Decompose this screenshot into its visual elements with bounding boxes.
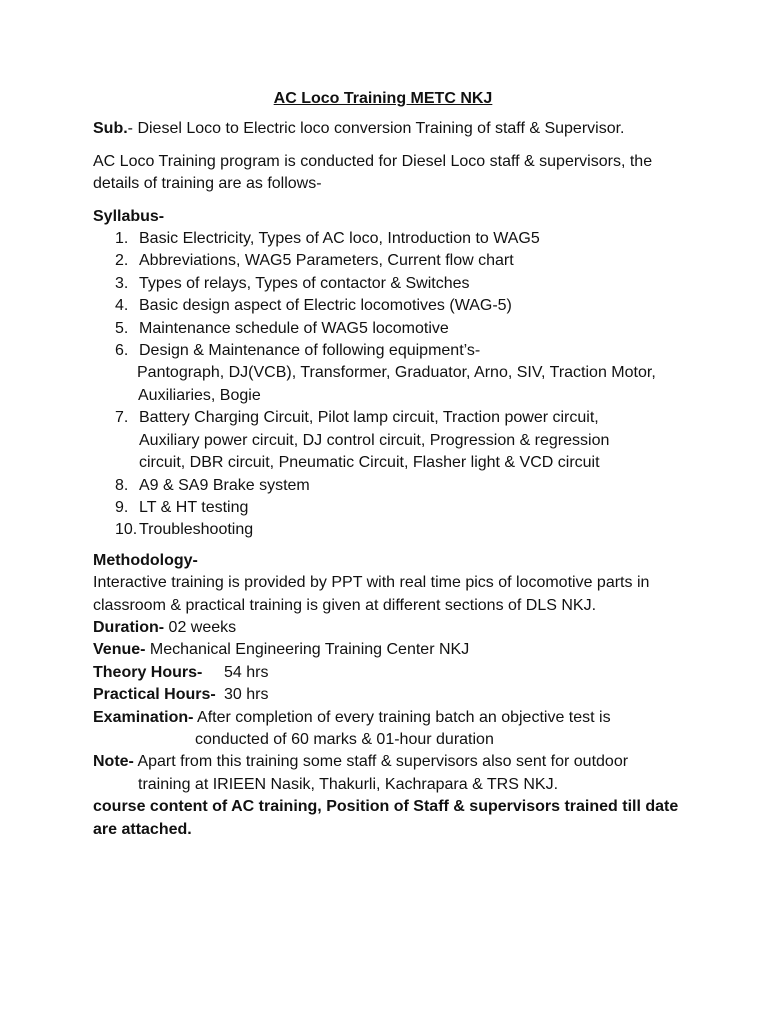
syllabus-item [93,250,693,272]
syllabus-item-text: Basic Electricity, Types of AC loco, Introduction to WAG5 [139,230,540,248]
syllabus-item-number: 1. [115,230,129,248]
note-text-line2: training at IRIEEN Nasik, Thakurli, Kachrapara & TRS NKJ. [138,775,559,793]
syllabus-item [93,497,693,519]
subject-label: Sub. [93,120,128,138]
syllabus-item-text: Maintenance schedule of WAG5 locomotive [139,319,449,337]
document-title: AC Loco Training METC NKJ [273,90,493,107]
syllabus-item-text: Auxiliary power circuit, DJ control circuit, Progression & regression [139,431,610,449]
subject-text: - Diesel Loco to Electric loco conversion Training of staff & Supervisor. [127,120,625,138]
syllabus-item-text: Abbreviations, WAG5 Parameters, Current flow chart [139,252,514,270]
venue-label: Venue- [93,641,146,659]
document-body [93,88,693,841]
venue-line [93,639,693,661]
practical-hours-label: Practical Hours- [93,686,216,704]
syllabus-item-number: 7. [115,409,129,427]
theory-hours-value: 54 hrs [224,663,269,681]
examination-text-line2: conducted of 60 marks & 01-hour duration [195,730,494,748]
syllabus-item-text: Auxiliaries, Bogie [138,386,261,404]
syllabus-item [93,318,693,340]
syllabus-item-number: 4. [115,297,129,315]
syllabus-item-text: Types of relays, Types of contactor & Switches [139,274,470,292]
syllabus-heading: Syllabus- [93,207,165,225]
syllabus-item [93,340,693,407]
syllabus-item-text: Troubleshooting [139,521,254,539]
venue-value: Mechanical Engineering Training Center NKJ [145,641,470,659]
syllabus-item-text: Design & Maintenance of following equipment’s- [139,342,481,360]
syllabus-item [93,295,693,317]
theory-hours-label: Theory Hours- [93,663,203,681]
syllabus-item-number: 9. [115,498,129,516]
methodology-text: Interactive training is provided by PPT with real time pics of locomotive parts in classroom & practical training is given at different sections of DLS NKJ. [93,574,650,614]
theory-hours-line [93,662,693,684]
syllabus-item-text: Basic design aspect of Electric locomotives (WAG-5) [139,297,512,315]
syllabus-item-number: 3. [115,274,129,292]
duration-line [93,617,693,639]
examination-line [93,707,693,729]
syllabus-item [93,228,693,250]
syllabus-item [93,407,693,474]
syllabus-item-number: 2. [115,252,129,270]
duration-label: Duration- [93,618,165,636]
examination-label: Examination- [93,708,194,726]
syllabus-item-number: 10. [115,521,138,539]
syllabus-item [93,519,693,541]
intro-paragraph: AC Loco Training program is conducted for Diesel Loco staff & supervisors, the details of training are as follows- [93,152,653,193]
syllabus-item-text: Pantograph, DJ(VCB), Transformer, Graduator, Arno, SIV, Traction Motor, [137,364,656,382]
syllabus-item [93,475,693,497]
syllabus-list [93,228,693,542]
practical-hours-line [93,684,693,706]
syllabus-item-text: circuit, DBR circuit, Pneumatic Circuit, Flasher light & VCD circuit [139,454,600,472]
syllabus-item-text: LT & HT testing [139,498,249,516]
note-label: Note- [93,753,134,771]
closing-statement: course content of AC training, Position of Staff & supervisors trained till date are attached. [93,798,679,838]
subject-line [93,118,693,140]
syllabus-item-number: 8. [115,476,129,494]
syllabus-item-text: A9 & SA9 Brake system [139,476,310,494]
syllabus-item-number: 5. [115,319,129,337]
syllabus-item-number: 6. [115,342,129,360]
practical-hours-value: 30 hrs [224,686,269,704]
syllabus-item [93,273,693,295]
duration-value: 02 weeks [164,618,237,636]
methodology-heading: Methodology- [93,551,198,569]
syllabus-item-text: Battery Charging Circuit, Pilot lamp circuit, Traction power circuit, [139,409,599,427]
note-line [93,751,693,773]
examination-text-line1: After completion of every training batch an objective test is [193,708,611,726]
note-text-line1: Apart from this training some staff & supervisors also sent for outdoor [133,753,629,771]
